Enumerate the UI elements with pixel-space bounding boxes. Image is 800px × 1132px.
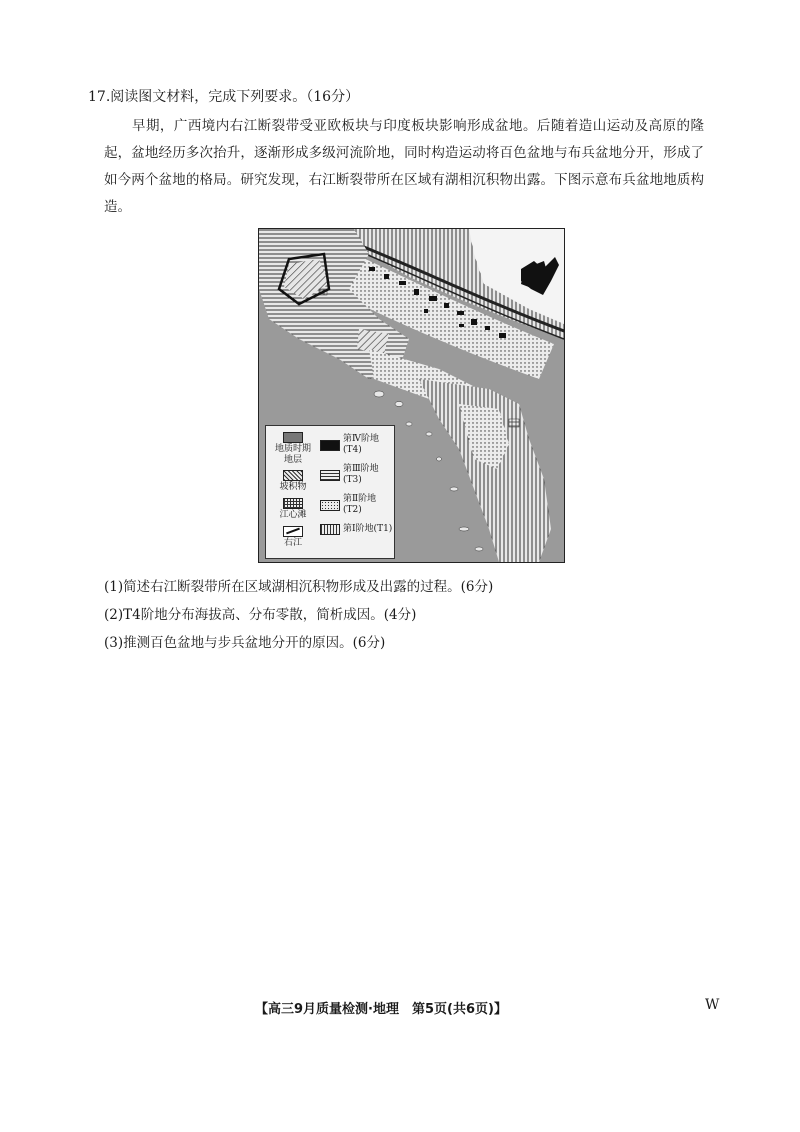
- version-mark: W: [705, 997, 720, 1013]
- legend-item: 右江: [271, 526, 315, 549]
- question-paragraph: 早期，广西境内右江断裂带受亚欧板块与印度板块影响形成盆地。后随着造山运动及高原的隆起，盆地经历多次抬升，逐渐形成多级河流阶地，同时构造运动将百色盆地与布兵盆地分开，形成了如今两个盆地的格局。研究发现，右江断裂带所在区域有湖相沉积物出露。下图示意布兵盆地地质构造。: [104, 118, 704, 215]
- terrace-t1-south: [419, 379, 551, 562]
- legend-item: 第Ⅱ阶地(T2): [320, 494, 394, 516]
- page-footer: 【高三9月质量检测·地理 第5页(共6页)】: [255, 1002, 507, 1017]
- sub-question-2: (2)T4阶地分布海拔高、分布零散，简析成因。(4分): [104, 607, 417, 623]
- sub-question-3: (3)推测百色盆地与步兵盆地分开的原因。(6分): [104, 635, 386, 651]
- swatch-slope: [283, 470, 303, 481]
- swatch-t2: [320, 500, 340, 511]
- legend-item: 第Ⅲ阶地(T3): [320, 464, 394, 486]
- river-icon: [283, 526, 303, 537]
- question-title: 17.阅读图文材料，完成下列要求。（16分）: [88, 89, 360, 105]
- swatch-island: [283, 498, 303, 509]
- swatch-t3: [320, 470, 340, 481]
- swatch-t1: [320, 524, 340, 535]
- legend-item: 第Ⅳ阶地(T4): [320, 434, 394, 456]
- geology-map-figure: [258, 228, 565, 563]
- legend-item: 江心滩: [271, 498, 315, 521]
- river-island: [509, 419, 519, 427]
- legend-item: 地质时期地层: [271, 432, 315, 466]
- swatch-strata: [283, 432, 303, 443]
- swatch-t4: [320, 440, 340, 451]
- legend-item: 第Ⅰ阶地(T1): [320, 524, 392, 535]
- map-legend: [265, 425, 395, 559]
- legend-item: 坡积物: [271, 470, 315, 493]
- sub-question-1: (1)简述右江断裂带所在区域湖相沉积物形成及出露的过程。(6分): [104, 579, 494, 595]
